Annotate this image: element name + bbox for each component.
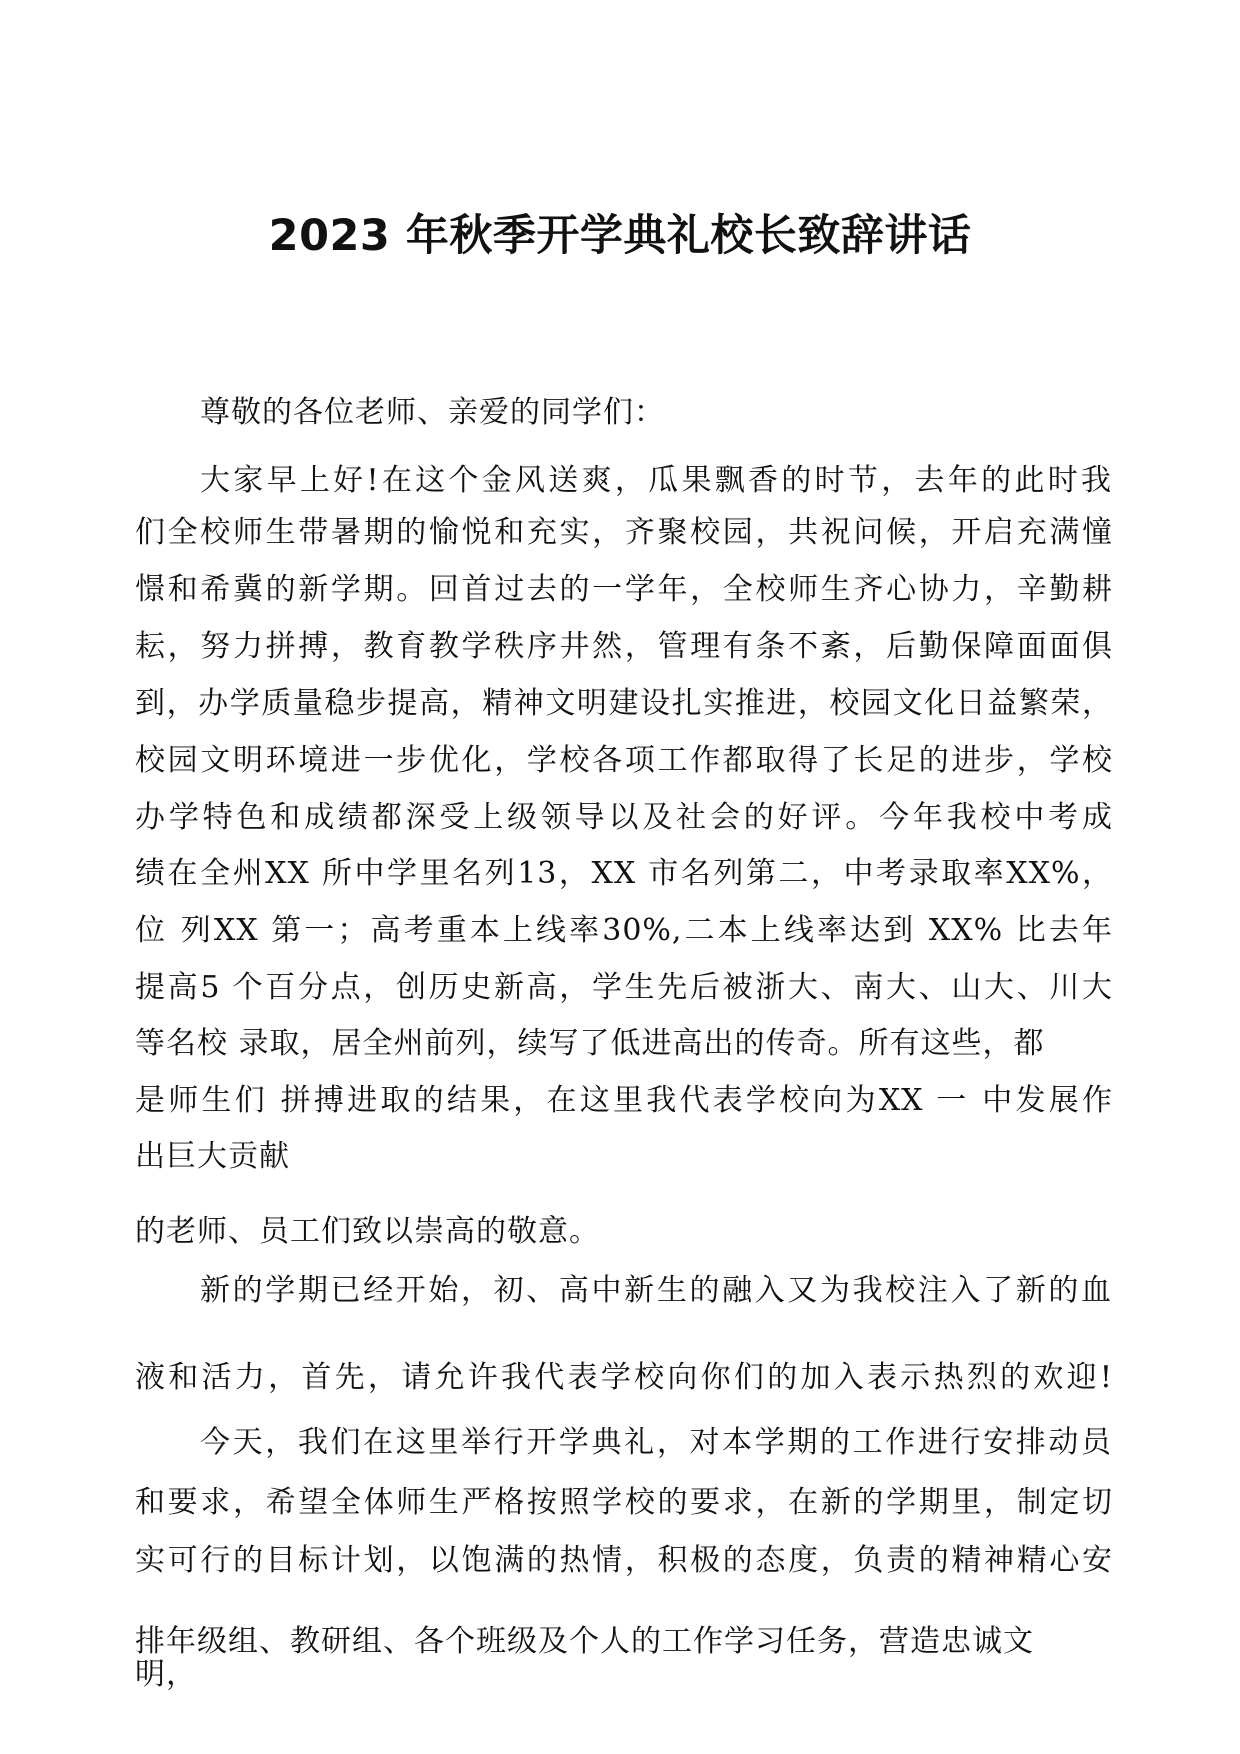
paragraph-line: 校园文明环境进一步优化，学校各项工作都取得了长足的进步，学校	[135, 743, 1113, 778]
paragraph-line: 大家早上好!在这个金风送爽，瓜果飘香的时节，去年的此时我	[200, 463, 1112, 498]
paragraph-line: 绩在全州XX 所中学里名列13，XX 市名列第二，中考录取率XX%，	[135, 856, 1113, 891]
paragraph-line: 耘，努力拼搏，教育教学秩序井然，管理有条不紊，后勤保障面面俱	[135, 629, 1113, 664]
salutation-line: 尊敬的各位老师、亲爱的同学们：	[200, 395, 665, 430]
paragraph-line: 位 列XX 第一；高考重本上线率30%,二本上线率达到 XX% 比去年	[135, 913, 1113, 948]
paragraph-line: 明，	[135, 1657, 197, 1692]
paragraph-line: 液和活力，首先，请允许我代表学校向你们的加入表示热烈的欢迎!	[135, 1360, 1113, 1395]
document-title: 2023 年秋季开学典礼校长致辞讲话	[268, 211, 972, 261]
paragraph-line: 排年级组、教研组、各个班级及个人的工作学习任务，营造忠诚文	[135, 1624, 1034, 1659]
paragraph-line: 实可行的目标计划，以饱满的热情，积极的态度，负责的精神精心安	[135, 1543, 1113, 1578]
paragraph-line: 和要求，希望全体师生严格按照学校的要求，在新的学期里，制定切	[135, 1485, 1113, 1520]
paragraph-line: 们全校师生带暑期的愉悦和充实，齐聚校园，共祝问候，开启充满憧	[135, 515, 1113, 550]
paragraph-line: 的老师、员工们致以崇高的敬意。	[135, 1214, 600, 1249]
paragraph-line: 到，办学质量稳步提高，精神文明建设扎实推进，校园文化日益繁荣，	[135, 686, 1113, 721]
paragraph-line: 憬和希冀的新学期。回首过去的一学年，全校师生齐心协力，辛勤耕	[135, 572, 1113, 607]
paragraph-line: 等名校 录取，居全州前列，续写了低进高出的传奇。所有这些，都	[135, 1026, 1045, 1061]
paragraph-line: 新的学期已经开始，初、高中新生的融入又为我校注入了新的血	[200, 1273, 1112, 1308]
paragraph-line: 是师生们 拼搏进取的结果，在这里我代表学校向为XX 一 中发展作	[135, 1083, 1113, 1118]
paragraph-line: 办学特色和成绩都深受上级领导以及社会的好评。今年我校中考成	[135, 800, 1113, 835]
paragraph-line: 提高5 个百分点，创历史新高，学生先后被浙大、南大、山大、川大	[135, 970, 1113, 1005]
paragraph-line: 出巨大贡献	[135, 1139, 290, 1174]
paragraph-line: 今天，我们在这里举行开学典礼，对本学期的工作进行安排动员	[200, 1425, 1112, 1460]
